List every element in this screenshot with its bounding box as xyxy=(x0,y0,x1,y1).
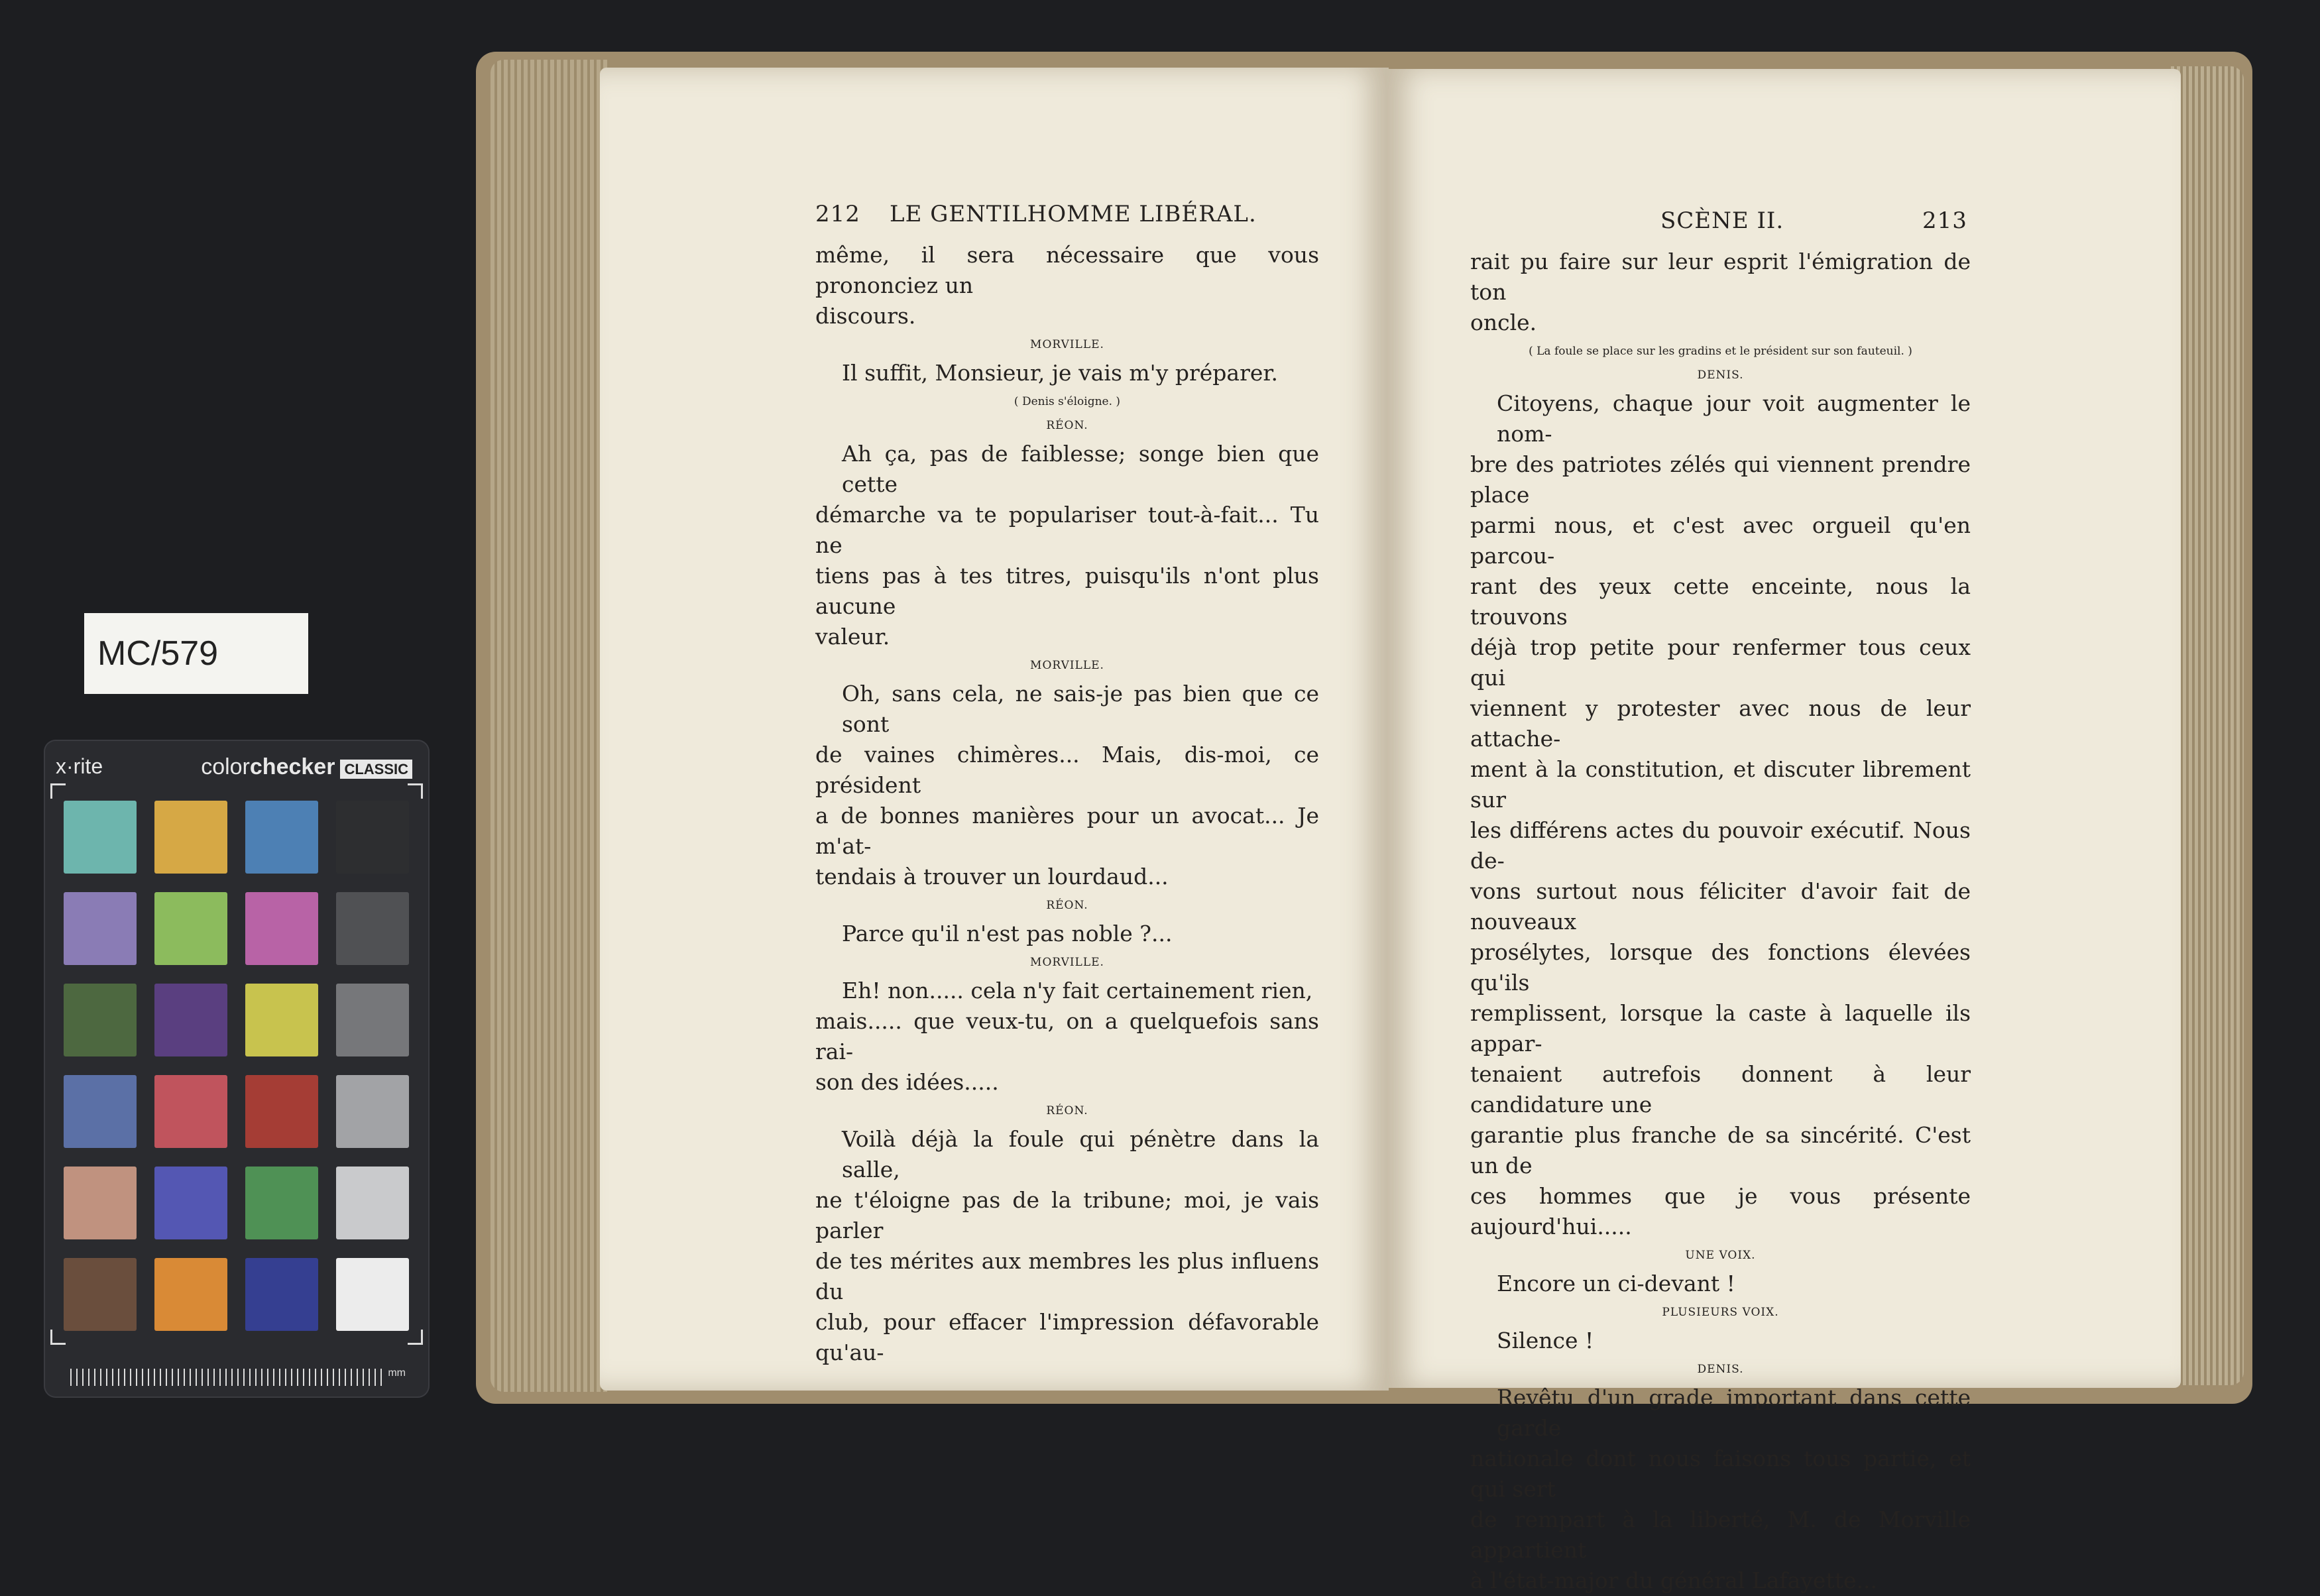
color-swatch xyxy=(245,1258,318,1331)
speaker-name: RÉON. xyxy=(1046,1104,1088,1117)
text-line: a de bonnes manières pour un avocat... Je m'at- xyxy=(815,803,1319,859)
text-line: Il suffit, Monsieur, je vais m'y préparer. xyxy=(842,360,1279,386)
color-swatch xyxy=(64,1258,137,1331)
crop-mark xyxy=(50,783,66,799)
speaker-name: MORVILLE. xyxy=(1030,338,1104,351)
left-page-edges xyxy=(491,60,610,1392)
text-line: club, pour effacer l'impression défavorable qu'au- xyxy=(815,1309,1319,1365)
text-line: prosélytes, lorsque des fonctions élevées qu'ils xyxy=(1470,939,1971,996)
text-line: Silence ! xyxy=(1497,1328,1594,1353)
text-line: ces hommes que je vous présente aujourd'hui..... xyxy=(1470,1183,1971,1239)
color-swatch xyxy=(336,801,409,874)
color-swatch xyxy=(336,1258,409,1331)
text-line: de tes mérites aux membres les plus influens du xyxy=(815,1248,1319,1304)
mm-ruler xyxy=(70,1369,382,1386)
text-line: rait pu faire sur leur esprit l'émigration de ton xyxy=(1470,249,1971,305)
color-swatch xyxy=(336,1167,409,1239)
crop-mark xyxy=(408,783,423,799)
text-line: viennent y protester avec nous de leur attache- xyxy=(1470,695,1971,752)
text-line: les différens actes du pouvoir exécutif. Nous de- xyxy=(1470,817,1971,874)
color-swatch xyxy=(245,892,318,965)
colorchecker-title xyxy=(201,754,412,780)
speaker-name: UNE VOIX. xyxy=(1685,1249,1756,1262)
text-line: vons surtout nous féliciter d'avoir fait de nouveaux xyxy=(1470,878,1971,935)
color-swatch xyxy=(336,892,409,965)
text-line: démarche va te populariser tout-à-fait... Tu ne xyxy=(815,502,1319,558)
text-line: Revêtu d'un grade important dans cette garde xyxy=(1497,1385,1971,1441)
paragraph xyxy=(815,358,1319,388)
speaker-name: PLUSIEURS VOIX. xyxy=(1662,1306,1779,1319)
text-line: son des idées..... xyxy=(815,1069,999,1095)
color-swatch xyxy=(245,1167,318,1239)
color-swatch xyxy=(64,801,137,874)
paragraph xyxy=(1470,1383,1971,1596)
color-swatch xyxy=(245,984,318,1056)
stage-direction: ( Denis s'éloigne. ) xyxy=(1014,395,1121,408)
text-line: parmi nous, et c'est avec orgueil qu'en parcou- xyxy=(1470,512,1971,569)
color-swatch xyxy=(64,892,137,965)
text-line: à l'état-major du général Lafayette... xyxy=(1470,1568,1877,1593)
right-running-head: SCÈNE II. xyxy=(1660,207,1784,234)
text-line: déjà trop petite pour renfermer tous ceux qui xyxy=(1470,634,1971,691)
stage-direction: ( La foule se place sur les gradins et le président sur son fauteuil. ) xyxy=(1529,345,1912,358)
crop-mark xyxy=(50,1330,66,1345)
color-checker-card xyxy=(44,740,430,1398)
speaker-name: RÉON. xyxy=(1046,419,1088,432)
color-swatch xyxy=(64,1167,137,1239)
text-line: de rempart à la liberté, M. de Morville appartient xyxy=(1470,1507,1971,1563)
text-line: remplissent, lorsque la caste à laquelle ils appar- xyxy=(1470,1000,1971,1056)
text-line: rant des yeux cette enceinte, nous la trouvons xyxy=(1470,573,1971,630)
colorchecker-title-regular: color xyxy=(201,754,250,779)
paragraph xyxy=(1470,1269,1971,1299)
left-page-number: 212 xyxy=(815,201,860,227)
text-line: Eh! non..... cela n'y fait certainement rien, xyxy=(842,978,1313,1003)
right-page-number: 213 xyxy=(1922,207,1967,234)
text-line: garantie plus franche de sa sincérité. C'est un de xyxy=(1470,1122,1971,1178)
color-swatch xyxy=(154,1258,227,1331)
speaker-name: DENIS. xyxy=(1697,1363,1744,1376)
color-swatch xyxy=(245,1075,318,1148)
color-swatch xyxy=(336,1075,409,1148)
speaker-name: MORVILLE. xyxy=(1030,659,1104,672)
speaker-name: MORVILLE. xyxy=(1030,956,1104,969)
left-page-body xyxy=(815,240,1319,1368)
text-line: Voilà déjà la foule qui pénètre dans la salle, xyxy=(842,1126,1319,1182)
text-line: tendais à trouver un lourdaud... xyxy=(815,864,1169,889)
color-swatch xyxy=(64,1075,137,1148)
catalog-label-text: MC/579 xyxy=(97,634,219,673)
color-swatch xyxy=(154,984,227,1056)
text-line: nationale dont nous faisons tous partie, et qui sert xyxy=(1470,1446,1971,1502)
text-line: Encore un ci-devant ! xyxy=(1497,1271,1735,1296)
text-line: ment à la constitution, et discuter librement sur xyxy=(1470,756,1971,813)
text-line: valeur. xyxy=(815,624,890,650)
paragraph xyxy=(815,1124,1319,1368)
crop-mark xyxy=(408,1330,423,1345)
text-line: Oh, sans cela, ne sais-je pas bien que ce sont xyxy=(842,681,1319,737)
text-line: de vaines chimères... Mais, dis-moi, ce président xyxy=(815,742,1319,798)
text-line: Citoyens, chaque jour voit augmenter le nom- xyxy=(1497,390,1971,447)
right-page-edges xyxy=(2171,66,2244,1385)
left-running-head: LE GENTILHOMME LIBÉRAL. xyxy=(890,201,1257,227)
text-line: mais..... que veux-tu, on a quelquefois sans rai- xyxy=(815,1008,1319,1064)
paragraph xyxy=(815,976,1319,1098)
text-line: discours. xyxy=(815,303,916,329)
paragraph xyxy=(1470,388,1971,1242)
text-line: même, il sera nécessaire que vous prononciez un xyxy=(815,242,1319,298)
color-swatch xyxy=(154,892,227,965)
paragraph xyxy=(815,240,1319,331)
text-line: ne t'éloigne pas de la tribune; moi, je vais parler xyxy=(815,1187,1319,1243)
text-line: oncle. xyxy=(1470,310,1537,335)
ruler-unit: mm xyxy=(388,1367,406,1379)
text-line: tiens pas à tes titres, puisqu'ils n'ont plus aucune xyxy=(815,563,1319,619)
speaker-name: RÉON. xyxy=(1046,899,1088,912)
color-swatch xyxy=(154,1167,227,1239)
catalog-label xyxy=(84,613,308,694)
color-swatch xyxy=(336,984,409,1056)
paragraph xyxy=(1470,1326,1971,1356)
paragraph xyxy=(1470,247,1971,338)
text-line: tenaient autrefois donnent à leur candidature une xyxy=(1470,1061,1971,1117)
colorchecker-title-bold: checker xyxy=(249,754,335,779)
text-line: Parce qu'il n'est pas noble ?... xyxy=(842,921,1173,946)
text-line: bre des patriotes zélés qui viennent prendre place xyxy=(1470,451,1971,508)
text-line: Ah ça, pas de faiblesse; songe bien que cette xyxy=(842,441,1319,497)
paragraph xyxy=(815,919,1319,949)
color-swatch xyxy=(245,801,318,874)
color-swatch xyxy=(154,1075,227,1148)
xrite-logo: x·rite xyxy=(56,754,103,778)
paragraph xyxy=(815,679,1319,892)
color-swatch xyxy=(64,984,137,1056)
color-swatch xyxy=(154,801,227,874)
speaker-name: DENIS. xyxy=(1697,369,1744,382)
paragraph xyxy=(815,439,1319,652)
classic-badge: CLASSIC xyxy=(340,760,412,779)
color-swatch-grid xyxy=(64,801,408,1331)
right-page-body xyxy=(1470,247,1971,1596)
